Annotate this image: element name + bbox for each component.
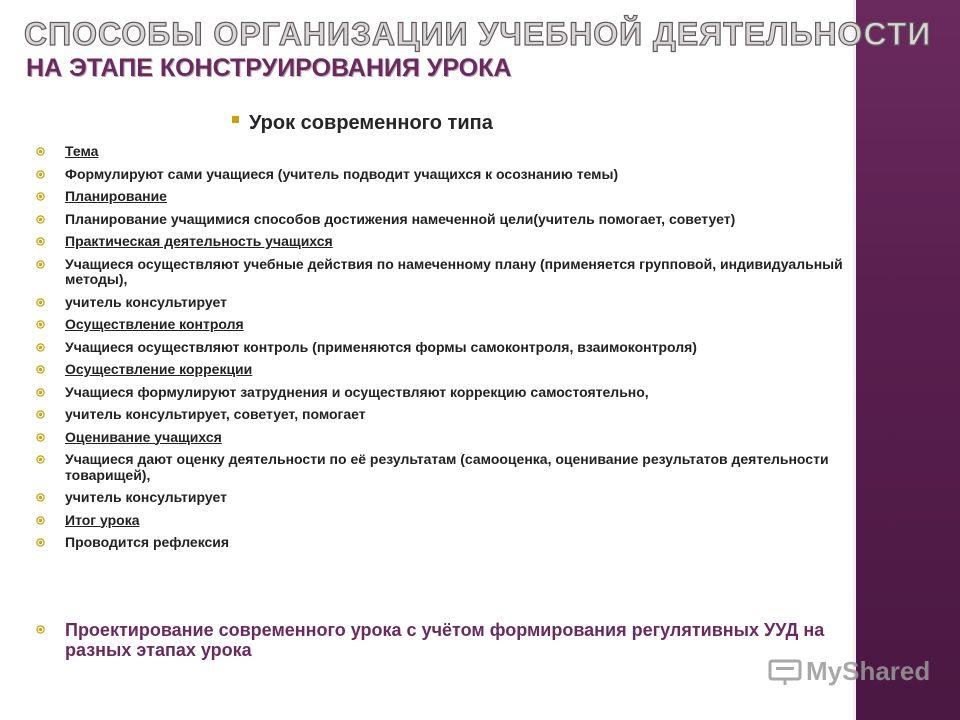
list-item-heading: Тема — [65, 143, 99, 159]
list-item-text: Учащиеся дают оценку деятельности по её результатам (самооценка, оценивание результатов деятельности товарищей), — [65, 451, 829, 483]
list-item-heading: Осуществление контроля — [65, 316, 244, 332]
circle-bullet-icon — [36, 192, 45, 201]
list-item — [36, 430, 858, 446]
section-heading-text: Урок современного типа — [249, 112, 493, 134]
square-bullet-icon — [232, 116, 239, 123]
circle-bullet-icon — [36, 365, 45, 374]
circle-bullet-icon — [36, 170, 45, 179]
circle-bullet-icon — [36, 388, 45, 397]
list-item — [36, 234, 858, 250]
footer-text-block — [36, 620, 885, 660]
circle-bullet-icon — [36, 298, 45, 307]
list-item-heading: Осуществление коррекции — [65, 361, 253, 377]
circle-bullet-icon — [36, 455, 45, 464]
page-title: СПОСОБЫ ОРГАНИЗАЦИИ УЧЕБНОЙ ДЕЯТЕЛЬНОСТИ — [24, 16, 932, 52]
watermark-text: MyShared — [806, 656, 931, 686]
list-item — [36, 295, 858, 311]
list-item-text: учитель консультирует — [65, 489, 227, 505]
section-heading — [232, 112, 493, 135]
list-item — [36, 212, 858, 228]
list-item — [36, 490, 858, 506]
circle-bullet-icon — [36, 410, 45, 419]
circle-bullet-icon — [36, 237, 45, 246]
page-subtitle: НА ЭТАПЕ КОНСТРУИРОВАНИЯ УРОКА — [26, 54, 512, 82]
list-item — [36, 317, 858, 333]
list-item-text: Планирование учащимися способов достижения намеченной цели(учитель помогает, советует) — [65, 210, 736, 227]
footer-text: Проектирование современного урока с учётом формирования регулятивных УУД на разных этапах урока — [65, 620, 825, 660]
circle-bullet-icon — [36, 538, 45, 547]
list-item-text: Формулируют сами учащиеся (учитель подводит учащихся к осознанию темы) — [65, 165, 619, 182]
list-item-text: Учащиеся осуществляют контроль (применяются формы самоконтроля, взаимоконтроля) — [65, 338, 697, 355]
circle-bullet-icon — [36, 147, 45, 156]
circle-bullet-icon — [36, 516, 45, 525]
list-item — [36, 144, 858, 160]
decorative-sidebar — [856, 0, 960, 720]
list-item-heading: Итог урока — [65, 511, 140, 528]
list-item-text: учитель консультирует, советует, помогает — [65, 406, 366, 422]
list-item — [36, 189, 858, 205]
circle-bullet-icon — [36, 343, 45, 352]
circle-bullet-icon — [36, 260, 45, 269]
list-item — [36, 167, 858, 183]
list-item — [36, 362, 858, 378]
list-item — [36, 452, 858, 483]
list-item-heading: Оценивание учащихся — [65, 428, 222, 445]
circle-bullet-icon — [36, 625, 45, 634]
list-item-text: учитель консультирует — [65, 293, 227, 310]
list-item — [36, 385, 858, 401]
list-item-heading: Планирование — [65, 188, 167, 204]
list-item — [36, 513, 858, 529]
circle-bullet-icon — [36, 320, 45, 329]
watermark — [768, 656, 930, 687]
list-item — [36, 257, 858, 288]
bullet-list — [36, 144, 858, 558]
list-item-heading: Практическая деятельность учащихся — [65, 233, 333, 249]
circle-bullet-icon — [36, 215, 45, 224]
list-item — [36, 340, 858, 356]
list-item-text: Учащиеся формулируют затруднения и осуществляют коррекцию самостоятельно, — [65, 383, 649, 400]
list-item-text: Проводится рефлексия — [65, 534, 230, 550]
list-item — [36, 407, 858, 423]
presentation-icon — [768, 657, 802, 687]
list-item — [36, 535, 858, 551]
list-item-text: Учащиеся осуществляют учебные действия по намеченному плану (применяется групповой, индивидуальный методы), — [65, 255, 843, 287]
circle-bullet-icon — [36, 493, 45, 502]
circle-bullet-icon — [36, 433, 45, 442]
